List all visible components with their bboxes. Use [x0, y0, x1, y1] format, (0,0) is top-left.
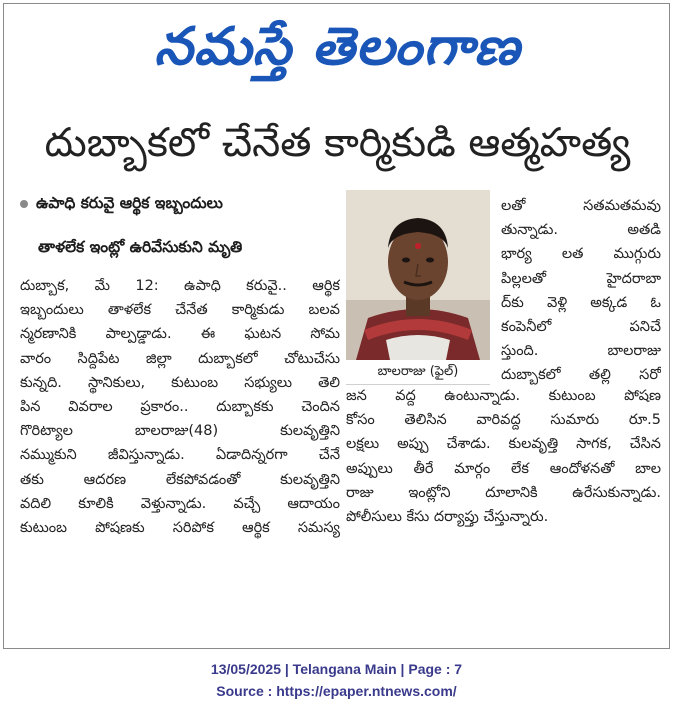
- body-line: నమ్ముకుని జీవిస్తున్నాడు. ఏడాదిన్నరగా చేనే: [20, 447, 340, 464]
- article-column-right-top: [501, 194, 661, 388]
- footer-source: Source : https://epaper.ntnews.com/: [216, 683, 457, 699]
- article-column-right-bottom: [346, 384, 661, 529]
- body-line: గొరిట్యాల బాలరాజు(48) కులవృత్తిని: [20, 423, 340, 440]
- newspaper-clipping: [3, 3, 670, 649]
- body-line: వారం సిద్దిపేట జిల్లా దుబ్బాకలో చోటుచేసు: [20, 350, 340, 367]
- body-line: భార్య లత ముగ్గురు: [501, 246, 661, 263]
- body-line: జన వద్ద ఉంటున్నాడు. కుటుంబ పోషణ: [346, 388, 661, 404]
- bullet-icon: [20, 200, 28, 208]
- article-column-left: [20, 274, 340, 540]
- photo-caption: బాలరాజు (ఫైల్): [346, 360, 490, 385]
- body-line: కోసం తెలిసిన వారివద్ద సుమారు రూ.5: [346, 412, 661, 429]
- body-line: పిన వివరాల ప్రకారం.. దుబ్బాకకు చెందిన: [20, 398, 340, 415]
- footer-date-edition: 13/05/2025 | Telangana Main | Page : 7: [210, 661, 463, 677]
- body-line: ద్‌కు వెళ్లి అక్కడ ఓ: [501, 294, 661, 311]
- body-line: లక్షలు అప్పు చేశాడు. కులవృత్తి సాగక, చేసిన: [346, 436, 661, 453]
- body-line: ఇబ్బందులు తాళలేక చేనేత కార్మికుడు బలవ: [20, 302, 340, 319]
- article-headline: దుబ్బాకలో చేనేత కార్మికుడి ఆత్మహత్య: [44, 120, 631, 166]
- body-line: లతో సతమతమవు: [501, 198, 661, 214]
- body-line: కంపెనీలో పనిచే: [501, 318, 661, 335]
- subhead-1: [20, 190, 340, 216]
- masthead: [4, 12, 671, 90]
- body-line: దుబ్బాకలో తల్లి సరో: [501, 367, 661, 384]
- page-footer: [0, 658, 673, 702]
- body-line: తకు ఆదరణ లేకపోవడంతో కులవృత్తిని: [20, 471, 340, 488]
- body-line: న్మరణానికి పాల్పడ్డాడు. ఈ ఘటన సోమ: [20, 326, 340, 343]
- body-line: పోలీసులు కేసు దర్యాప్తు చేస్తున్నారు.: [346, 508, 549, 525]
- body-line: వదిలి కూలికి వెళ్తున్నాడు. వచ్చే ఆదాయం: [20, 495, 340, 512]
- masthead-title: నమస్తే తెలంగాణ: [154, 17, 521, 77]
- body-line: స్తుంది. బాలరాజు: [501, 343, 661, 360]
- portrait-illustration: [346, 190, 490, 360]
- body-line: పిల్లలతో హైదరాబా: [501, 270, 661, 287]
- portrait-photo: [346, 190, 490, 360]
- subhead-1-text: ఉపాధి కరువై ఆర్థిక ఇబ్బందులు: [36, 194, 223, 212]
- body-line: కుటుంబ పోషణకు సరిపోక ఆర్థిక సమస్య: [20, 519, 340, 536]
- body-line: కున్నది. స్థానికులు, కుటుంబ సభ్యులు తెలి: [20, 374, 340, 391]
- subhead-2: తాళలేక ఇంట్లో ఉరివేసుకుని మృతి: [38, 238, 243, 256]
- body-line: అప్పులు తీరే మార్గం లేక ఆందోళనతో బాల: [346, 460, 661, 477]
- body-line: తున్నాడు. అతడి: [501, 222, 661, 239]
- body-line: రాజు ఇంట్లోని దూలానికి ఉరేసుకున్నాడు.: [346, 484, 661, 501]
- body-line: దుబ్బాక, మే 12: ఉపాధి కరువై.. ఆర్థిక: [20, 278, 340, 294]
